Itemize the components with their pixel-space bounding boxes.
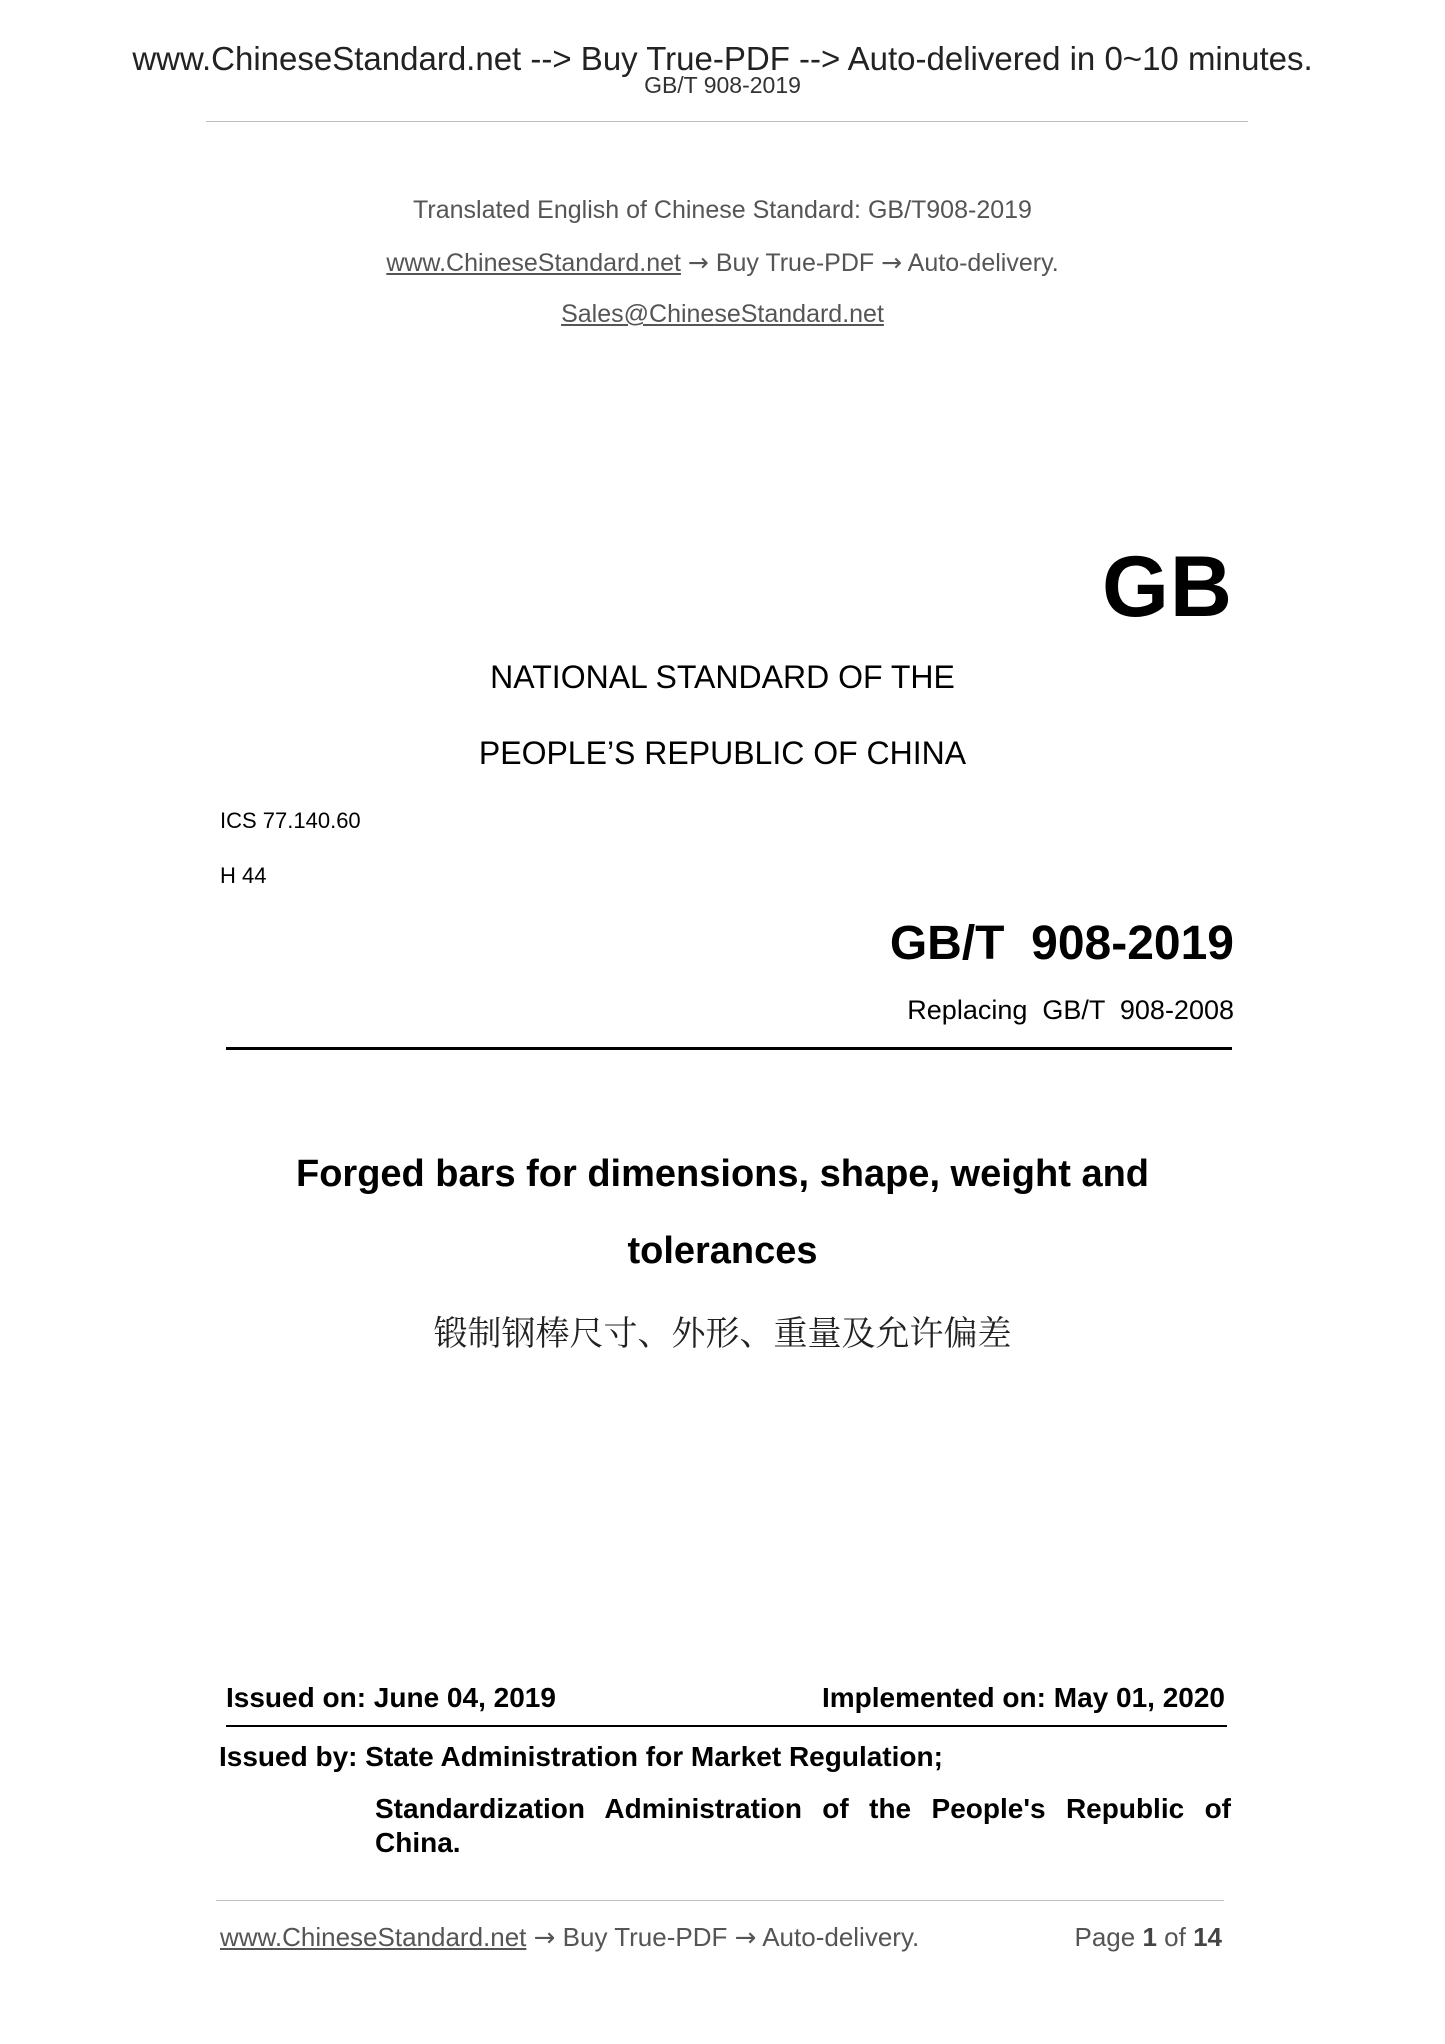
header-divider xyxy=(206,121,1248,122)
footer-auto-text: Auto-delivery. xyxy=(762,1922,920,1952)
arrow-right-icon: → xyxy=(687,248,709,277)
site-link[interactable]: www.ChineseStandard.net xyxy=(386,249,681,277)
title-english-line2: tolerances xyxy=(627,1230,818,1272)
buy-text: Buy True-PDF xyxy=(715,249,875,277)
arrow-right-icon: → xyxy=(734,1923,757,1953)
page-total: 14 xyxy=(1193,1922,1222,1952)
arrow-right-icon: → xyxy=(881,248,903,277)
issued-by-line3: China. xyxy=(375,1827,461,1858)
ics-code: ICS 77.140.60 xyxy=(220,808,361,833)
gb-logo: GB xyxy=(1102,539,1233,635)
classification-code: H 44 xyxy=(220,863,267,888)
title-chinese: 锻制钢棒尺寸、外形、重量及允许偏差 xyxy=(433,1314,1012,1354)
page-indicator xyxy=(1074,1922,1222,1953)
purchase-line xyxy=(0,248,1445,278)
footer-divider xyxy=(216,1900,1224,1901)
email-line xyxy=(0,300,1445,329)
issued-by-line2: Standardization Administration of the People's Republic of xyxy=(375,1793,1231,1824)
top-banner: www.ChineseStandard.net --> Buy True-PDF --> Auto-delivered in 0~10 minutes. xyxy=(132,40,1313,77)
running-header-doc-id: GB/T 908-2019 xyxy=(644,72,801,98)
implemented-on-date: Implemented on: May 01, 2020 xyxy=(821,1682,1225,1713)
translated-line: Translated English of Chinese Standard: GB/T908-2019 xyxy=(413,196,1032,224)
page-current: 1 xyxy=(1142,1922,1157,1952)
issued-by-line1: Issued by: State Administration for Market Regulation; xyxy=(219,1741,943,1772)
arrow-right-icon: → xyxy=(533,1923,556,1953)
dates-divider xyxy=(226,1725,1227,1727)
title-divider xyxy=(226,1047,1232,1050)
auto-delivery-text: Auto-delivery. xyxy=(907,249,1059,277)
email-link[interactable]: Sales@ChineseStandard.net xyxy=(561,300,884,328)
national-standard-line1: NATIONAL STANDARD OF THE xyxy=(490,659,955,695)
replacing-standard: Replacing GB/T 908-2008 xyxy=(907,995,1234,1025)
issued-on-date: Issued on: June 04, 2019 xyxy=(226,1682,556,1713)
standard-number: GB/T 908-2019 xyxy=(889,917,1234,970)
footer-site-link[interactable]: www.ChineseStandard.net xyxy=(220,1922,527,1952)
title-english-line1: Forged bars for dimensions, shape, weight and xyxy=(295,1153,1149,1195)
page-of-label: of xyxy=(1164,1922,1186,1952)
footer-purchase-line xyxy=(220,1922,919,1953)
footer-buy-text: Buy True-PDF xyxy=(562,1922,728,1952)
national-standard-line2: PEOPLE’S REPUBLIC OF CHINA xyxy=(478,735,967,771)
page-label: Page xyxy=(1074,1922,1136,1952)
